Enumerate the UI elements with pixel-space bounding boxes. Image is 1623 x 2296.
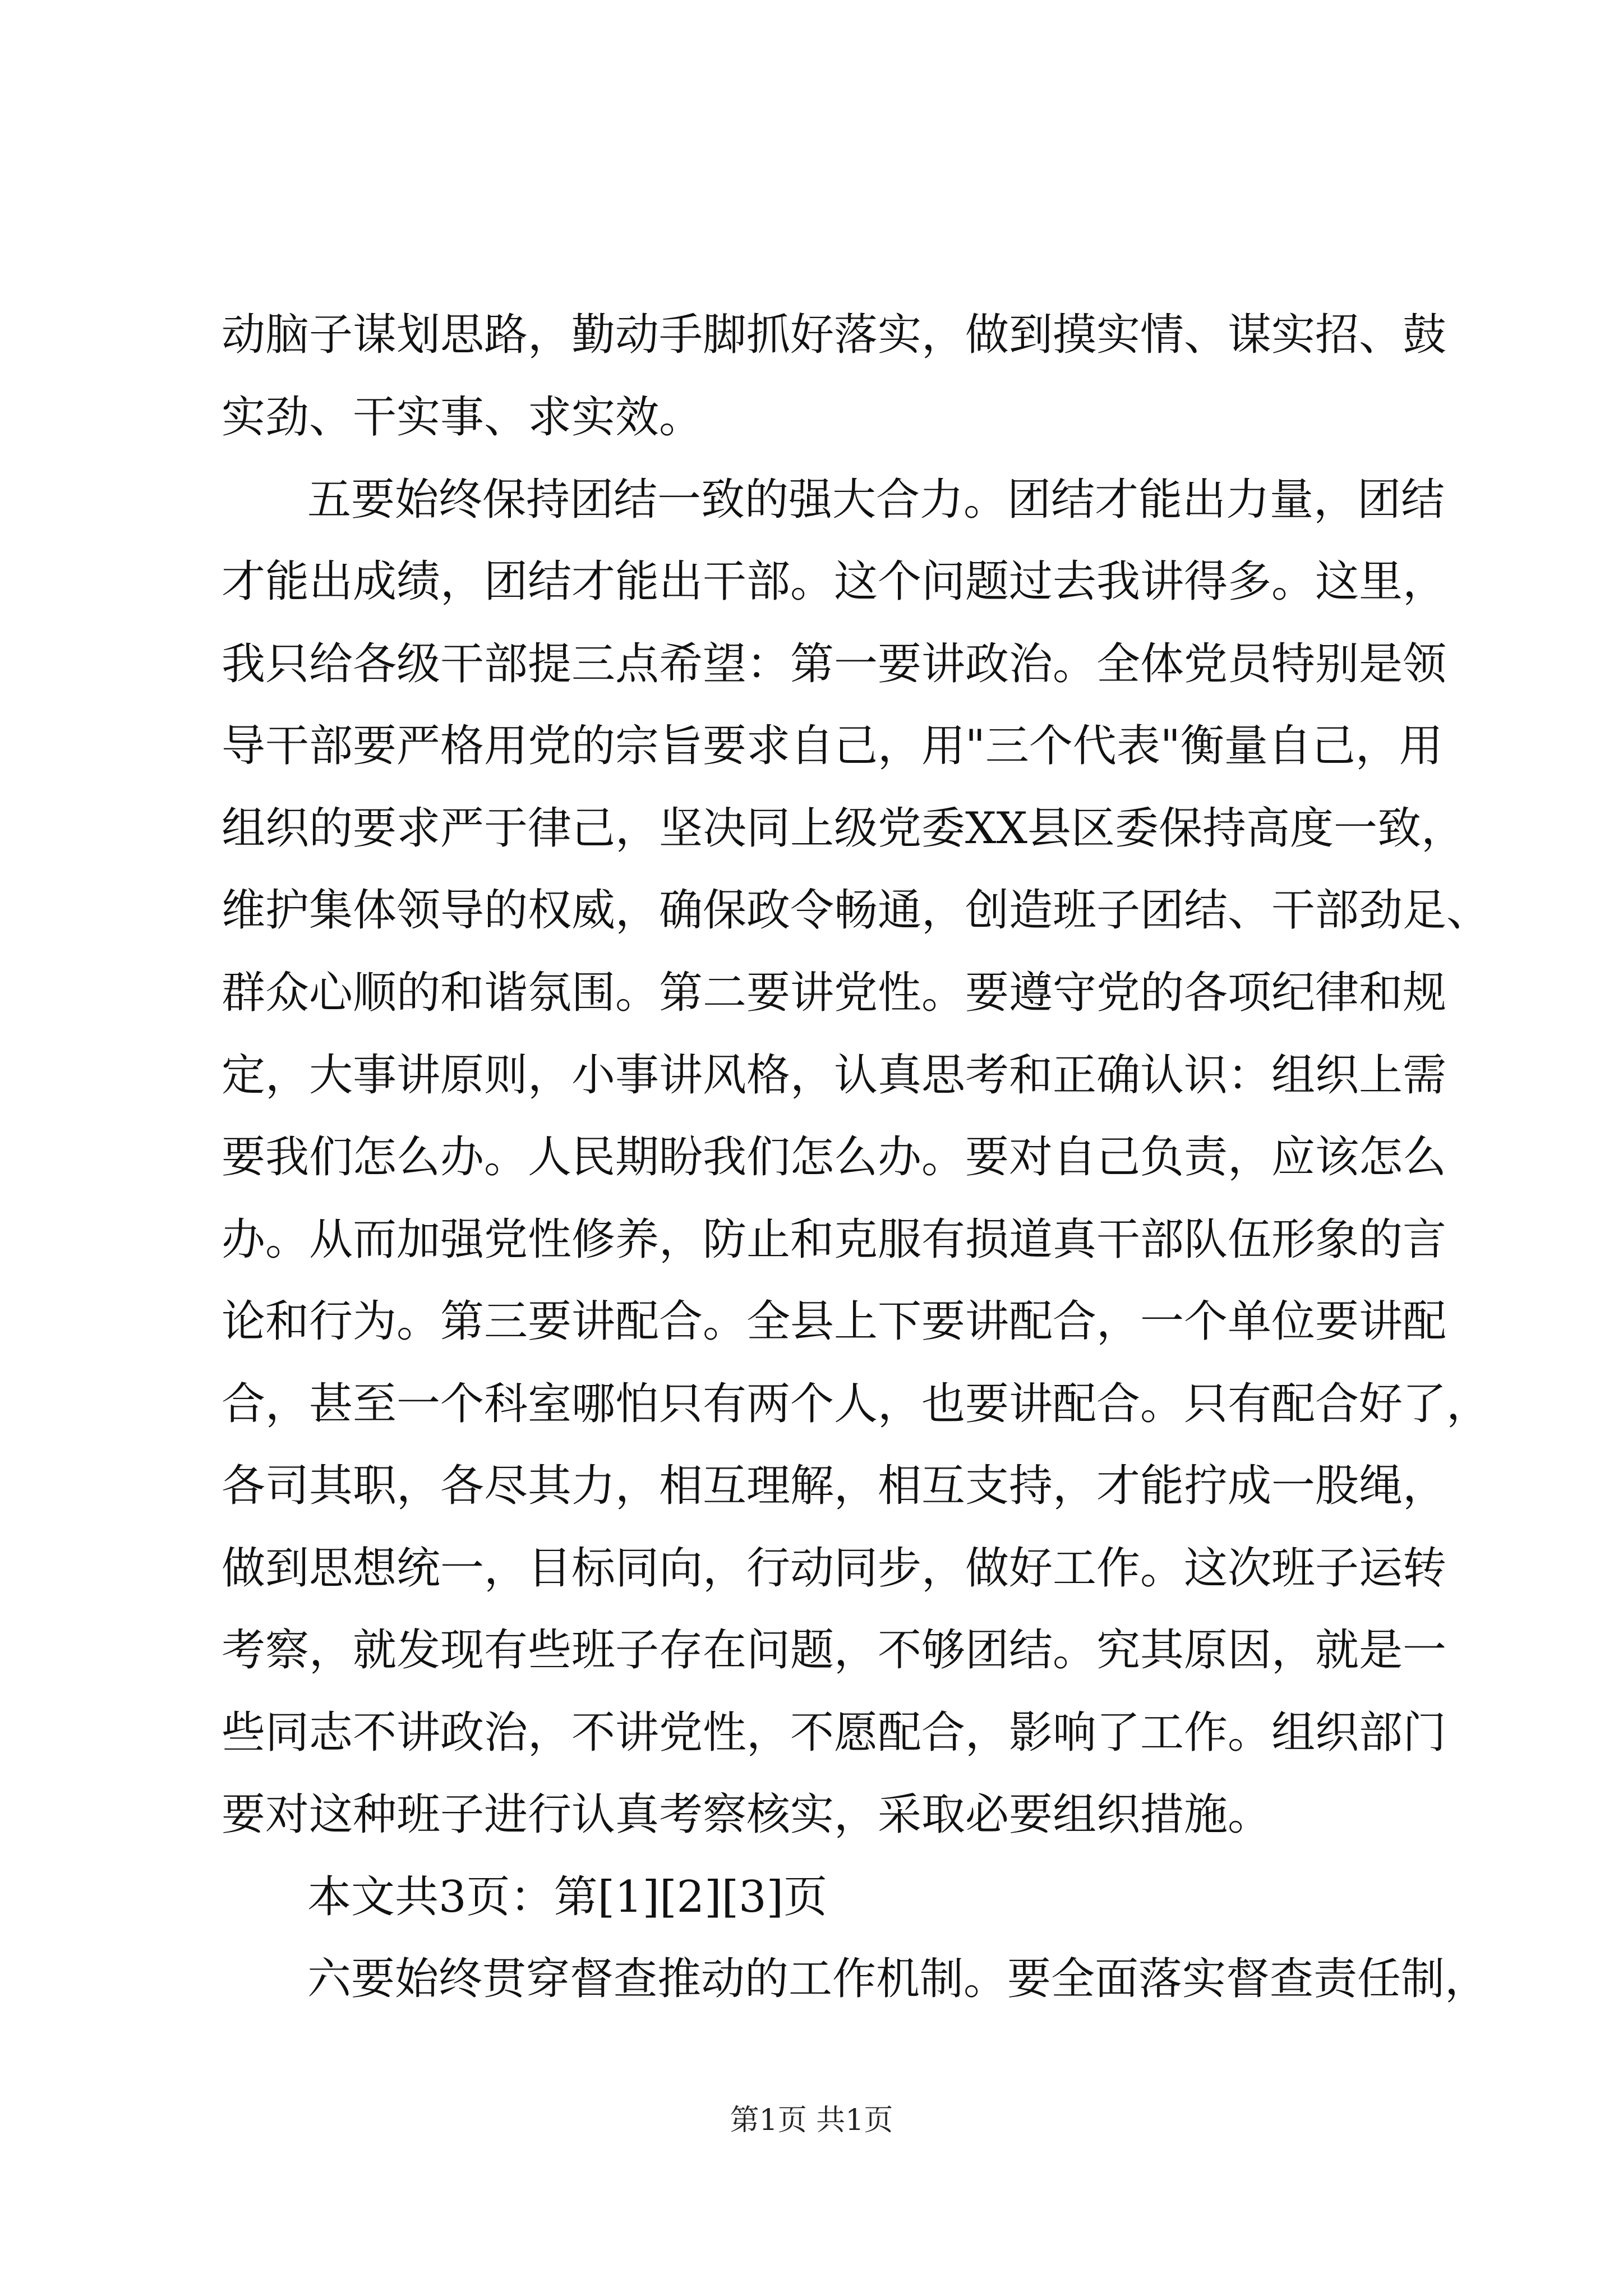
page-footer: 第1页 共1页 [730,2104,893,2137]
text-line: 要对这种班子进行认真考察核实，采取必要组织措施。 [222,1789,1272,1840]
paragraph-start-line: 六要始终贯穿督查推动的工作机制。要全面落实督查责任制， [307,1954,1489,2004]
text-line: 考察，就发现有些班子存在问题，不够团结。究其原因，就是一 [222,1625,1447,1676]
text-line: 维护集体领导的权威，确保政令畅通，创造班子团结、干部劲足、 [222,885,1491,936]
text-line: 办。从而加强党性修养，防止和克服有损道真干部队伍形象的言 [222,1214,1447,1265]
text-line: 群众心顺的和谐氛围。第二要讲党性。要遵守党的各项纪律和规 [222,968,1447,1018]
text-line: 动脑子谋划思路，勤动手脚抓好落实，做到摸实情、谋实招、鼓 [222,310,1447,360]
paragraph-start-line: 五要始终保持团结一致的强大合力。团结才能出力量，团结 [307,475,1445,525]
page-count-note: 本文共3页：第[1][2][3]页 [307,1872,828,1922]
text-line: 做到思想统一，目标同向，行动同步，做好工作。这次班子运转 [222,1543,1447,1594]
text-line: 才能出成绩，团结才能出干部。这个问题过去我讲得多。这里， [222,556,1447,607]
text-line: 各司其职，各尽其力，相互理解，相互支持，才能拧成一股绳， [222,1461,1447,1511]
text-line: 定，大事讲原则，小事讲风格，认真思考和正确认识：组织上需 [222,1050,1447,1101]
text-line: 些同志不讲政治，不讲党性，不愿配合，影响了工作。组织部门 [222,1708,1447,1758]
text-line: 论和行为。第三要讲配合。全县上下要讲配合，一个单位要讲配 [222,1296,1447,1347]
text-line: 合，甚至一个科室哪怕只有两个人，也要讲配合。只有配合好了， [222,1379,1491,1429]
text-line: 要我们怎么办。人民期盼我们怎么办。要对自己负责，应该怎么 [222,1132,1447,1182]
text-line: 我只给各级干部提三点希望：第一要讲政治。全体党员特别是领 [222,639,1447,689]
text-line: 实劲、干实事、求实效。 [222,392,703,443]
text-line: 组织的要求严于律己，坚决同上级党委XX县区委保持高度一致， [222,803,1465,854]
text-line: 导干部要严格用党的宗旨要求自己，用"三个代表"衡量自己，用 [222,721,1443,771]
